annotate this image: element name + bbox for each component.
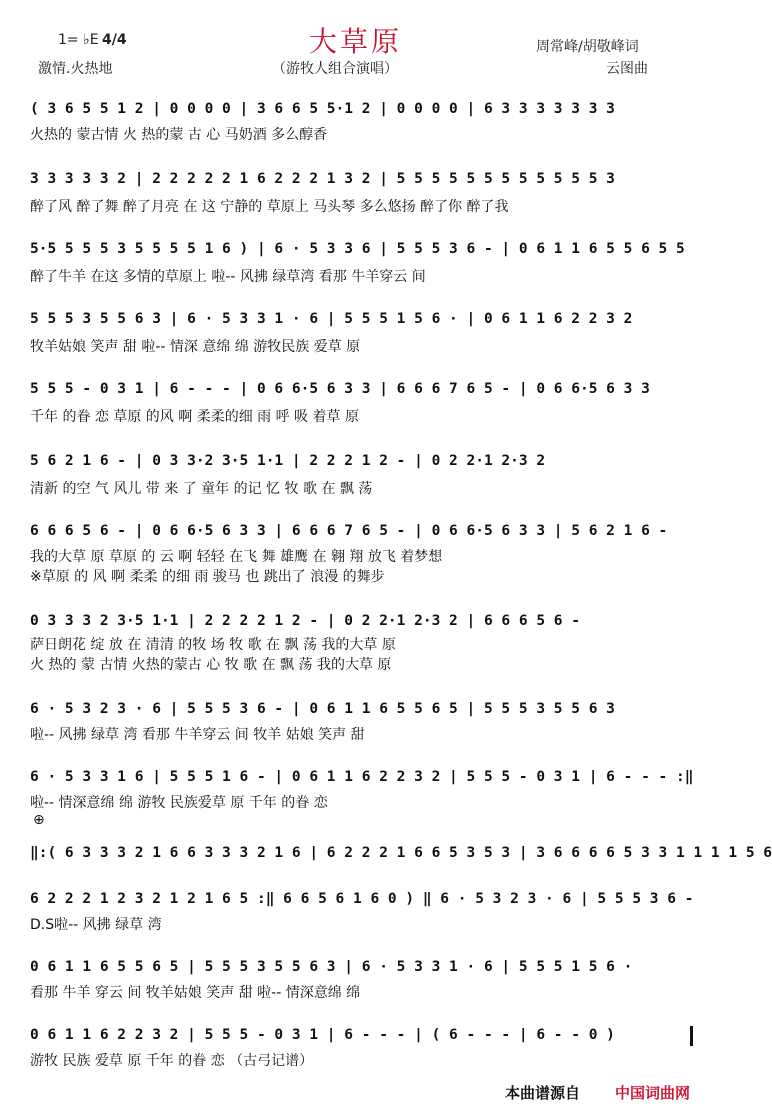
notation-line-2: 3 3 3 3 3 2 | 2 2 2 2 2 1 6 2 2 2 1 3 2 | 5 5 5 5 5 5 5 5 5 5 5 5 3 — [30, 171, 615, 187]
notation-line-5: 5 5 5 - 0 3 1 | 6 - - - | 0 6 6·5 6 3 3 | 6 6 6 7 6 5 - | 0 6 6·5 6 3 3 — [30, 381, 650, 397]
lyric-line-7: 我的大草 原 草原 的 云 啊 轻轻 在飞 舞 雄鹰 在 翱 翔 放飞 着梦想 — [30, 549, 443, 565]
notation-line-10: 6 · 5 3 3 1 6 | 5 5 5 1 6 - | 0 6 1 1 6 2 2 3 2 | 5 5 5 - 0 3 1 | 6 - - - :‖ — [30, 769, 694, 785]
lyric-line-3: 醉了牛羊 在这 多情的草原上 啦-- 风拂 绿草湾 看那 牛羊穿云 间 — [30, 269, 426, 285]
final-barline — [690, 1026, 693, 1046]
lyric-line-1: 火热的 蒙古情 火 热的蒙 古 心 马奶酒 多么醇香 — [30, 127, 328, 143]
song-title: 大草原 — [308, 25, 402, 58]
performer-note: （游牧人组合演唱） — [272, 61, 398, 77]
notation-line-1: ( 3 6 5 5 1 2 | 0 0 0 0 | 3 6 6 5 5·1 2 | 0 0 0 0 | 6 3 3 3 3 3 3 3 — [30, 101, 615, 117]
key-signature: 1= ♭E — [58, 32, 99, 48]
site-watermark[interactable]: 中国词曲网 — [615, 1084, 691, 1102]
lyric-line-5: 千年 的眷 恋 草原 的风 啊 柔柔的细 雨 呼 吸 着草 原 — [30, 409, 359, 425]
notation-line-3: 5·5 5 5 5 3 5 5 5 5 1 6 ) | 6 · 5 3 3 6 | 5 5 5 3 6 - | 0 6 1 1 6 5 5 6 5 5 — [30, 241, 685, 257]
notation-line-6: 5 6 2 1 6 - | 0 3 3·2 3·5 1·1 | 2 2 2 1 2 - | 0 2 2·1 2·3 2 — [30, 453, 546, 469]
source-label: 本曲谱源自 — [505, 1084, 581, 1102]
lyric-line-2: 醉了风 醉了舞 醉了月亮 在 这 宁静的 草原上 马头琴 多么悠扬 醉了你 醉了我 — [30, 199, 509, 215]
lyric-line-8: 萨日朗花 绽 放 在 清清 的牧 场 牧 歌 在 飘 荡 我的大草 原 — [30, 637, 396, 653]
lyric-line-7b: ※草原 的 风 啊 柔柔 的细 雨 骏马 也 跳出了 浪漫 的舞步 — [30, 569, 385, 585]
lyric-line-10: 啦-- 情深意绵 绵 游牧 民族爱草 原 千年 的眷 恋 — [30, 795, 328, 811]
lyric-line-9: 啦-- 风拂 绿草 湾 看那 牛羊穿云 间 牧羊 姑娘 笑声 甜 — [30, 727, 365, 743]
notation-line-9: 6 · 5 3 2 3 · 6 | 5 5 5 3 6 - | 0 6 1 1 6 5 5 6 5 | 5 5 5 3 5 5 6 3 — [30, 701, 615, 717]
lyric-line-13: 看那 牛羊 穿云 间 牧羊姑娘 笑声 甜 啦-- 情深意绵 绵 — [30, 985, 361, 1001]
lyric-line-6: 清新 的空 气 风儿 带 来 了 童年 的记 忆 牧 歌 在 飘 荡 — [30, 481, 373, 497]
time-signature: 4/4 — [102, 32, 127, 48]
notation-line-8: 0 3 3 3 2 3·5 1·1 | 2 2 2 2 1 2 - | 0 2 2·1 2·3 2 | 6 6 6 5 6 - — [30, 613, 580, 629]
lyric-line-14: 游牧 民族 爱草 原 千年 的眷 恋 （古弓记谱） — [30, 1053, 314, 1069]
composer: 云图曲 — [606, 61, 648, 77]
notation-line-4: 5 5 5 3 5 5 6 3 | 6 · 5 3 3 1 · 6 | 5 5 5 1 5 6 · | 0 6 1 1 6 2 2 3 2 — [30, 311, 633, 327]
notation-line-14: 0 6 1 1 6 2 2 3 2 | 5 5 5 - 0 3 1 | 6 - - - | ( 6 - - - | 6 - - 0 ) — [30, 1027, 615, 1043]
lyric-line-8b: 火 热的 蒙 古情 火热的蒙古 心 牧 歌 在 飘 荡 我的大草 原 — [30, 657, 392, 673]
notation-line-11: ‖:( 6 3 3 3 2 1 6 6 3 3 3 2 1 6 | 6 2 2 2 1 6 6 5 3 5 3 | 3 6 6 6 6 5 3 3 1 1 1 1 5 6 — [30, 845, 772, 861]
coda-icon: ⊕ — [33, 812, 45, 828]
notation-line-13: 0 6 1 1 6 5 5 6 5 | 5 5 5 3 5 5 6 3 | 6 · 5 3 3 1 · 6 | 5 5 5 1 5 6 · — [30, 959, 633, 975]
lyric-line-4: 牧羊姑娘 笑声 甜 啦-- 情深 意绵 绵 游牧民族 爱草 原 — [30, 339, 361, 355]
notation-line-7: 6 6 6 5 6 - | 0 6 6·5 6 3 3 | 6 6 6 7 6 5 - | 0 6 6·5 6 3 3 | 5 6 2 1 6 - — [30, 523, 668, 539]
tempo-marking: 激情.火热地 — [38, 61, 113, 77]
notation-line-12: 6 2 2 2 1 2 3 2 1 2 1 6 5 :‖ 6 6 5 6 1 6 0 ) ‖ 6 · 5 3 2 3 · 6 | 5 5 5 3 6 - — [30, 891, 694, 907]
lyric-line-12: D.S啦-- 风拂 绿草 湾 — [30, 917, 162, 933]
lyricist: 周常峰/胡敬峰词 — [536, 39, 639, 55]
